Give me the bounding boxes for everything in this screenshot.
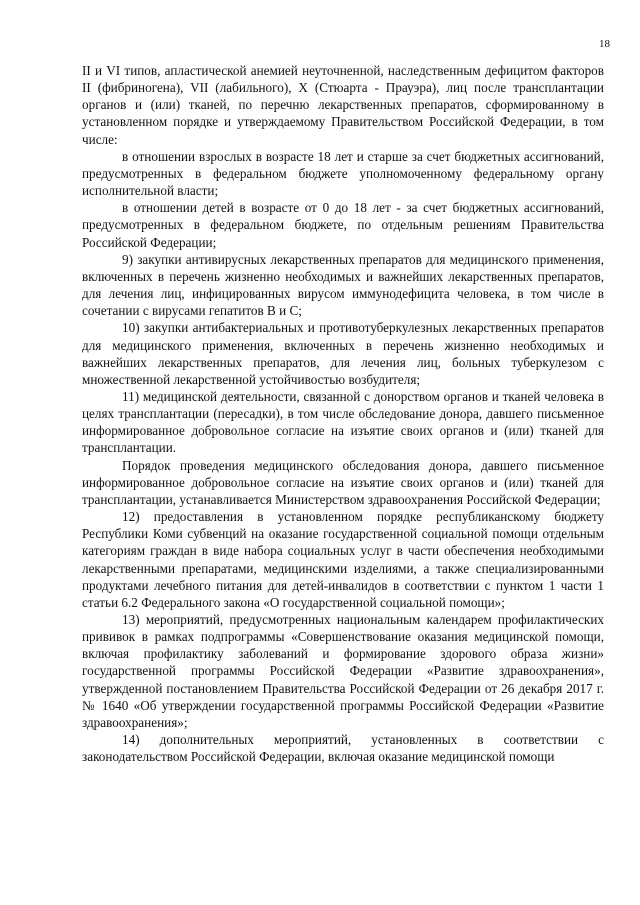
paragraph-item-14: 14) дополнительных мероприятий, установленных в соответствии с законодательством Российской Федерации, включая оказание медицинской помощи [82,732,604,765]
paragraph-item-12: 12) предоставления в установленном порядке республиканскому бюджету Республики Коми субвенций на оказание государственной социальной помощи отдельным категориям граждан в виде набора социальных услуг в части обеспечения необходимыми лекарственными препаратами, медицинскими изделиями, а также специализированными продуктами лечебного питания для детей-инвалидов в соответствии с пунктом 1 части 1 статьи 6.2 Федерального закона «О государственной социальной помощи»; [82,509,604,610]
paragraph-donor-procedure: Порядок проведения медицинского обследования донора, давшего письменное информированное добровольное согласие на изъятие своих органов и (или) тканей для трансплантации, устанавливается Министерством здравоохранения Российской Федерации; [82,457,604,507]
paragraph-item-9: 9) закупки антивирусных лекарственных препаратов для медицинского применения, включенных в перечень жизненно необходимых и важнейших лекарственных препаратов, для лечения лиц, инфицированных вирусом иммунодефицита человека, в том числе в сочетании с вирусами гепатитов B и C; [82,251,604,319]
paragraph-item-10: 10) закупки антибактериальных и противотуберкулезных лекарственных препаратов для медицинского применения, включенных в перечень жизненно необходимых и важнейших лекарственных препаратов, для лечения лиц, больных туберкулезом с множественной лекарственной устойчивостью возбудителя; [82,320,604,387]
paragraph-adults: в отношении взрослых в возрасте 18 лет и старше за счет бюджетных ассигнований, предусмотренных в федеральном бюджете уполномоченному федеральному органу исполнительной власти; [82,148,604,199]
page-number: 18 [599,38,610,50]
paragraph-item-13: 13) мероприятий, предусмотренных национальным календарем профилактических прививок в рамках подпрограммы «Совершенствование оказания медицинской помощи, включая профилактику заболеваний и формирование здорового образа жизни» государственной программы Российской Федерации «Развитие здравоохранения», утвержденной постановлением Правительства Российской Федерации от 26 декабря 2017 г. № 1640 «Об утверждении государственной программы Российской Федерации «Развитие здравоохранения»; [82,612,604,730]
document-body [82,62,604,765]
paragraph-children: в отношении детей в возрасте от 0 до 18 лет - за счет бюджетных ассигнований, предусмотренных в федеральном бюджете, по отдельным решениям Правительства Российской Федерации; [82,200,604,250]
paragraph-continuation: II и VI типов, апластической анемией неуточненной, наследственным дефицитом факторов II (фибриногена), VII (лабильного), X (Стюарта - Прауэра), лиц после трансплантации органов и (или) тканей, по перечню лекарственных препаратов, сформированному в установленном порядке и утверждаемому Правительством Российской Федерации, в том числе: [82,63,604,147]
paragraph-item-11: 11) медицинской деятельности, связанной с донорством органов и тканей человека в целях трансплантации (пересадки), в том числе обследование донора, давшего письменное информированное добровольное согласие на изъятие своих органов и (или) тканей для трансплантации. [82,388,604,456]
